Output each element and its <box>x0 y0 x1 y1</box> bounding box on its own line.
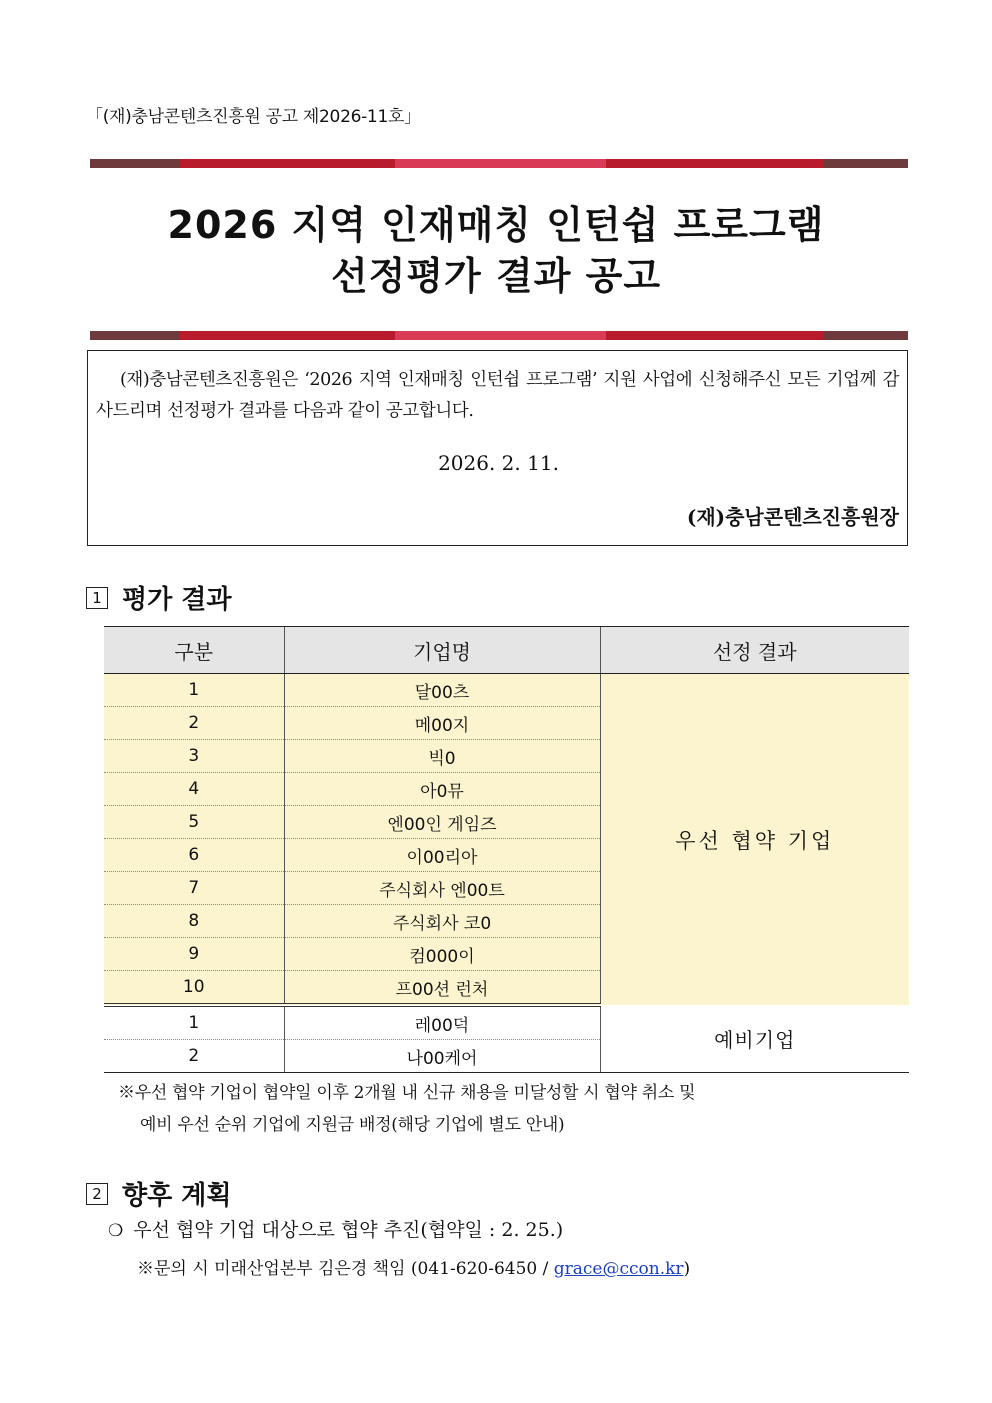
section-2-number: 2 <box>86 1183 108 1205</box>
page-title-line2: 선정평가 결과 공고 <box>330 254 662 298</box>
row-number: 5 <box>104 806 284 839</box>
row-number: 6 <box>104 839 284 872</box>
intro-box <box>87 350 908 546</box>
result-note-line2: 예비 우선 순위 기업에 지원금 배정(해당 기업에 별도 안내) <box>140 1115 565 1135</box>
section-2-heading <box>86 1175 232 1212</box>
row-number: 1 <box>104 674 284 707</box>
row-number: 3 <box>104 740 284 773</box>
company-name: 주식회사 엔00트 <box>284 872 600 905</box>
section-1-number: 1 <box>86 587 108 609</box>
row-number: 4 <box>104 773 284 806</box>
result-table <box>104 626 909 1073</box>
intro-signature: (재)충남콘텐츠진흥원장 <box>686 505 899 529</box>
company-name: 빅0 <box>284 740 600 773</box>
company-name: 컴000이 <box>284 938 600 971</box>
contact-prefix: ※문의 시 미래산업본부 김은경 책임 (041-620-6450 / <box>137 1259 554 1279</box>
section-2-title: 향후 계획 <box>122 1181 232 1211</box>
priority-result: 우선 협약 기업 <box>600 674 909 1006</box>
company-name: 메00지 <box>284 707 600 740</box>
company-name: 레00덕 <box>284 1005 600 1040</box>
company-name: 달00츠 <box>284 674 600 707</box>
company-name: 프00션 런처 <box>284 971 600 1006</box>
header-result: 선정 결과 <box>600 627 909 674</box>
company-name: 아0뮤 <box>284 773 600 806</box>
decorative-band-top <box>90 159 908 168</box>
section-1-heading <box>86 579 232 616</box>
result-note-line1: ※우선 협약 기업이 협약일 이후 2개월 내 신규 채용을 미달성할 시 협약 취소 및 <box>118 1083 696 1103</box>
header-category: 구분 <box>104 627 284 674</box>
company-name: 나00케어 <box>284 1040 600 1073</box>
intro-text <box>96 365 899 427</box>
company-name: 엔00인 게임즈 <box>284 806 600 839</box>
company-name: 이00리아 <box>284 839 600 872</box>
page-title-line1: 2026 지역 인재매칭 인턴쉽 프로그램 <box>167 203 825 247</box>
row-number: 7 <box>104 872 284 905</box>
contact-info <box>137 1254 690 1279</box>
header-company: 기업명 <box>284 627 600 674</box>
intro-text-body: (재)충남콘텐츠진흥원은 ‘2026 지역 인재매칭 인턴쉽 프로그램’ 지원 사업에 신청해주신 모든 기업께 감사드리며 선정평가 결과를 다음과 같이 공고합니다. <box>96 370 899 421</box>
contact-suffix: ) <box>683 1259 691 1279</box>
decorative-band-bottom <box>90 331 908 340</box>
row-number: 10 <box>104 971 284 1006</box>
reserve-result: 예비기업 <box>600 1005 909 1073</box>
notice-number: 「(재)충남콘텐츠진흥원 공고 제2026-11호」 <box>86 107 421 127</box>
row-number: 1 <box>104 1005 284 1040</box>
result-note <box>118 1077 888 1141</box>
row-number: 2 <box>104 1040 284 1073</box>
company-name: 주식회사 코0 <box>284 905 600 938</box>
table-header-row <box>104 627 909 674</box>
table-row <box>104 1005 909 1040</box>
circle-bullet-icon: ❍ <box>108 1221 124 1241</box>
row-number: 8 <box>104 905 284 938</box>
row-number: 2 <box>104 707 284 740</box>
plan-item <box>108 1215 563 1242</box>
section-1-title: 평가 결과 <box>122 585 232 615</box>
plan-text: 우선 협약 기업 대상으로 협약 추진(협약일 : 2. 25.) <box>133 1219 564 1241</box>
contact-email-link[interactable]: grace@ccon.kr <box>553 1259 684 1279</box>
table-row <box>104 674 909 707</box>
intro-date: 2026. 2. 11. <box>438 451 559 475</box>
row-number: 9 <box>104 938 284 971</box>
